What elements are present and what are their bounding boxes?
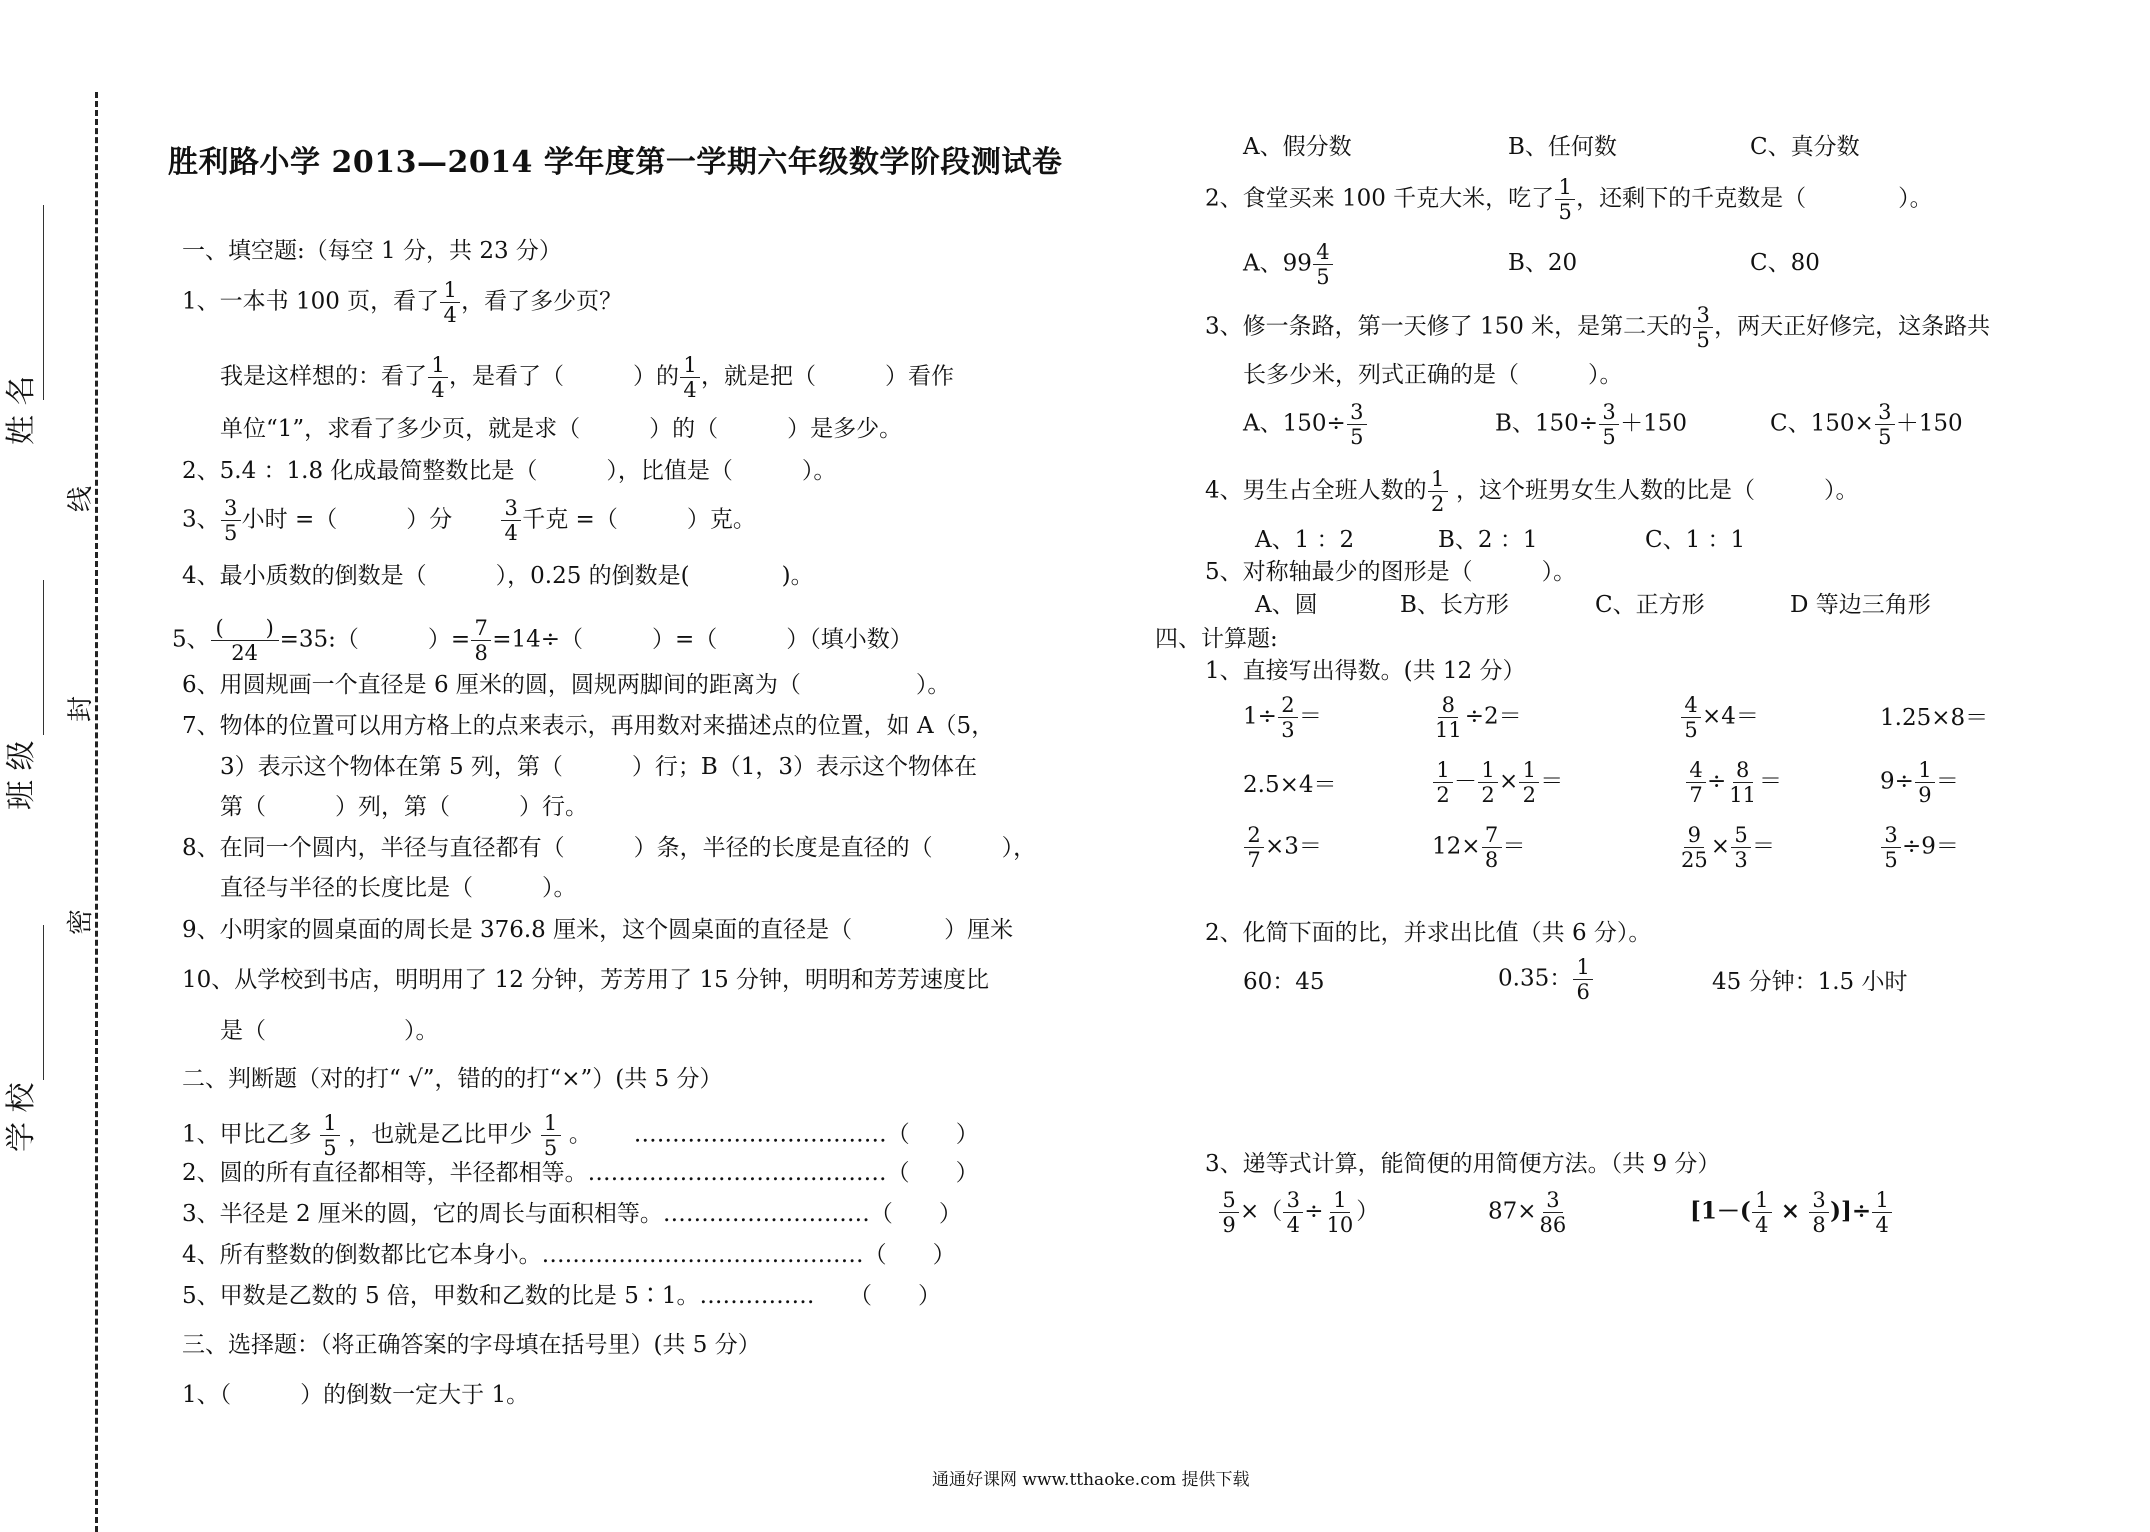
s2-q3: 3、半径是 2 厘米的圆，它的周长与面积相等。………………………（ ） (182, 1201, 962, 1227)
s1-q5 (172, 616, 913, 665)
s1-q1-unit: 单位“1”，求看了多少页，就是求（ ）的（ ）是多少。 (220, 416, 903, 442)
s3-q3-opt-c-text: C、150× (1770, 410, 1874, 437)
s3-q3-opt-b-text2: ＋150 (1620, 410, 1687, 437)
s3-q3 (1205, 303, 1990, 352)
s3-q4-text: 4、男生占全班人数的 (1205, 477, 1427, 504)
s3-q3-opt-c-text2: ＋150 (1895, 410, 1963, 437)
s1-q1-text: 1、一本书 100 页，看了 (182, 288, 440, 315)
s3-q3-text2: ，两天正好修完，这条路共 (1714, 313, 1991, 340)
fraction: $\frac{3}{5}$ (1693, 303, 1713, 352)
s1-q3-num: 3、 (182, 506, 220, 533)
seal-line-char: 线 (66, 485, 96, 512)
s1-q7-line2: 3）表示这个物体在第 5 列，第（ ）行；B（1，3）表示这个物体在 (220, 754, 978, 780)
calc-item: $\frac{4}{5}$ ×4＝ (1680, 693, 1759, 742)
s4-sub1: 1、直接写出得数。(共 12 分） (1205, 658, 1526, 684)
s3-q4-opt-c: C、1 ：1 (1645, 527, 1746, 553)
ratio-3: 45 分钟：1.5 小时 (1712, 969, 1908, 995)
s3-q4-opt-a: A、1 ：2 (1255, 527, 1355, 553)
fraction: $\frac{1}{5}$ (320, 1111, 340, 1160)
s3-q5-opt-a: A、圆 (1255, 592, 1318, 618)
s3-q4-text2: ，这个班男女生人数的比是（ ）。 (1455, 477, 1859, 504)
s3-q5: 5、对称轴最少的图形是（ ）。 (1205, 559, 1577, 585)
s1-q6: 6、用圆规画一个直径是 6 厘米的圆，圆规两脚间的距离为（ ）。 (182, 672, 951, 698)
s1-q10-line1: 10、从学校到书店，明明用了 12 分钟，芳芳用了 15 分钟，明明和芳芳速度比 (182, 967, 990, 993)
fraction: $\frac{3}{5}$ (1347, 400, 1367, 449)
calc-item: $\frac{1}{2}$ － $\frac{1}{2}$ × $\frac{1}{2}$ ＝ (1432, 758, 1563, 807)
s3-q3-opt-b (1495, 400, 1687, 449)
fraction: $\frac{1}{4}$ (428, 353, 448, 402)
s3-q2-opt-a (1243, 240, 1334, 289)
calc-item: 12× $\frac{7}{8}$ ＝ (1432, 823, 1526, 872)
binding-dashed-line (95, 92, 98, 1532)
s1-q3-text: 小时 =（ ）分 (241, 506, 453, 533)
calc3-item: $\frac{5}{9}$ ×（ $\frac{3}{4}$ ÷ $\frac{1}{10}$ ） (1218, 1188, 1379, 1237)
s2-q2: 2、圆的所有直径都相等，半径都相等。…………………………………（ ） (182, 1160, 979, 1186)
s2-heading: 二、判断题（对的打“ √”，错的的打“×”）(共 5 分） (182, 1066, 723, 1092)
s1-q1-think (220, 353, 954, 402)
s3-q2-opt-a-text: A、99 (1243, 250, 1312, 277)
seal-seal-char: 封 (66, 695, 96, 722)
s3-q2-opt-b: B、20 (1508, 250, 1578, 276)
s3-q4-opt-b: B、2 ：1 (1438, 527, 1538, 553)
s1-q8-line1: 8、在同一个圆内，半径与直径都有（ ）条，半径的长度是直径的（ ）， (182, 835, 1037, 861)
calc-item: $\frac{4}{7}$ ÷ $\frac{8}{11}$ ＝ (1685, 758, 1782, 807)
fraction: $\frac{1}{2}$ (1428, 467, 1448, 516)
fraction: $\frac{3}{5}$ (1599, 400, 1619, 449)
s1-q1-think-text: 我是这样想的：看了 (220, 363, 427, 390)
calc3-item: [1－( $\frac{1}{4}$ × $\frac{3}{8}$ )]÷ $\frac{1}{4}$ (1690, 1188, 1893, 1237)
s1-q1-text2: ，看了多少页？ (461, 288, 623, 315)
s1-q3-text2: 千克 =（ ）克。 (522, 506, 756, 533)
s1-q7-line3: 第（ ）列，第（ ）行。 (220, 794, 588, 820)
calc-item: $\frac{2}{7}$ ×3＝ (1243, 823, 1322, 872)
seal-secret-char: 密 (66, 908, 96, 935)
fraction: $\frac{3}{4}$ (501, 496, 521, 545)
fraction: $\frac{4}{5}$ (1313, 240, 1333, 289)
s1-q7-line1: 7、物体的位置可以用方格上的点来表示，再用数对来描述点的位置，如 A（5， (182, 713, 995, 739)
s1-q3 (182, 496, 756, 545)
s3-q2-text2: ，还剩下的千克数是（ ）。 (1576, 185, 1933, 212)
s4-sub3: 3、递等式计算，能简便的用简便方法。（共 9 分） (1205, 1151, 1721, 1177)
fraction: $\frac{3}{5}$ (1875, 400, 1895, 449)
s3-heading: 三、选择题：（将正确答案的字母填在括号里）(共 5 分） (182, 1332, 761, 1358)
s1-q5-num: 5、 (172, 626, 210, 653)
s3-q3-opt-c (1770, 400, 1963, 449)
calc3-item: 87× $\frac{3}{86}$ (1488, 1188, 1567, 1237)
s2-q1 (182, 1111, 979, 1160)
class-underline (43, 580, 44, 735)
calc-item: 9÷ $\frac{1}{9}$ ＝ (1880, 758, 1959, 807)
class-label: 班 级 (4, 740, 39, 810)
school-underline (43, 925, 44, 1080)
s2-q1-text: 1、甲比乙多 (182, 1121, 312, 1148)
s3-q2 (1205, 175, 1933, 224)
s2-q1-text3: 。 ……………………………（ ） (568, 1121, 979, 1148)
s1-q8-line2: 直径与半径的长度比是（ ）。 (220, 875, 577, 901)
ratio-2: 0.35： $\frac{1}{6}$ (1498, 955, 1594, 1004)
s1-q1-think-text3: ，就是把（ ）看作 (701, 363, 954, 390)
s2-q1-text2: ，也就是乙比甲少 (348, 1121, 533, 1148)
calc-item: $\frac{3}{5}$ ÷9＝ (1880, 823, 1959, 872)
s3-q3-opt-a (1243, 400, 1368, 449)
s1-q5-text: =35:（ ）= (279, 626, 471, 653)
s3-q1-opt-c: C、真分数 (1750, 134, 1860, 160)
s1-q5-text2: =14÷（ ）=（ ）（填小数） (492, 626, 913, 653)
s2-q5: 5、甲数是乙数的 5 倍，甲数和乙数的比是 5∶1。…………… （ ） (182, 1283, 941, 1309)
fraction: $\frac{1}{4}$ (680, 353, 700, 402)
calc-item: 1.25×8＝ (1880, 705, 1989, 731)
ratio-1: 60：45 (1243, 969, 1325, 995)
s3-q5-opt-b: B、长方形 (1400, 592, 1509, 618)
s1-q9: 9、小明家的圆桌面的周长是 376.8 厘米，这个圆桌面的直径是（ ）厘米 (182, 917, 1014, 943)
s3-q5-opt-c: C、正方形 (1595, 592, 1705, 618)
s3-q3-text: 3、修一条路，第一天修了 150 米，是第二天的 (1205, 313, 1693, 340)
s3-q1-opt-b: B、任何数 (1508, 134, 1617, 160)
fraction: ( ) 24 (211, 616, 279, 665)
calc-item: $\frac{9}{25}$ × $\frac{5}{3}$ ＝ (1681, 823, 1776, 872)
fraction: $\frac{7}{8}$ (471, 616, 491, 665)
footer-credit: 通通好课网 www.tthaoke.com 提供下载 (932, 1470, 1250, 1490)
s2-q4: 4、所有整数的倒数都比它本身小。……………………………………（ ） (182, 1242, 956, 1268)
calc-item: $\frac{8}{11}$ ÷2＝ (1435, 693, 1522, 742)
s3-q3-opt-b-text: B、150÷ (1495, 410, 1599, 437)
s1-q10-line2: 是（ ）。 (220, 1018, 439, 1044)
fraction: $\frac{1}{5}$ (541, 1111, 561, 1160)
school-label: 学 校 (4, 1082, 39, 1152)
name-label: 姓 名 (4, 375, 39, 445)
s1-q2: 2、5.4 ：1.8 化成最简整数比是（ ），比值是（ ）。 (182, 458, 837, 484)
s4-heading: 四、计算题: (1155, 626, 1278, 652)
s1-q4: 4、最小质数的倒数是（ ），0.25 的倒数是( )。 (182, 563, 814, 589)
s3-q5-opt-d: D 等边三角形 (1790, 592, 1931, 618)
page-title: 胜利路小学 2013—2014 学年度第一学期六年级数学阶段测试卷 (168, 145, 1063, 180)
ratio-2-text: 0.35： (1498, 965, 1573, 992)
fraction: $\frac{1}{4}$ (440, 278, 460, 327)
s3-q3-opt-a-text: A、150÷ (1243, 410, 1346, 437)
s3-q2-text: 2、食堂买来 100 千克大米，吃了 (1205, 185, 1555, 212)
s3-q4 (1205, 467, 1858, 516)
s3-q1-opt-a: A、假分数 (1243, 134, 1352, 160)
fraction: $\frac{1}{5}$ (1555, 175, 1575, 224)
s3-q3-line2: 长多少米，列式正确的是（ ）。 (1243, 362, 1623, 388)
fraction: $\frac{3}{5}$ (221, 496, 241, 545)
calc-item: 1÷ $\frac{2}{3}$ ＝ (1243, 693, 1322, 742)
s3-q2-opt-c: C、80 (1750, 250, 1820, 276)
s3-q1: 1、（ ）的倒数一定大于 1。 (182, 1382, 530, 1408)
name-underline (43, 205, 44, 400)
s4-sub2: 2、化简下面的比，并求出比值（共 6 分）。 (1205, 920, 1652, 946)
calc-item: 2.5×4＝ (1243, 772, 1337, 798)
s1-q1-think-text2: ，是看了（ ）的 (449, 363, 679, 390)
s1-q1 (182, 278, 622, 327)
s1-heading: 一、填空题:（每空 1 分，共 23 分） (182, 238, 562, 264)
